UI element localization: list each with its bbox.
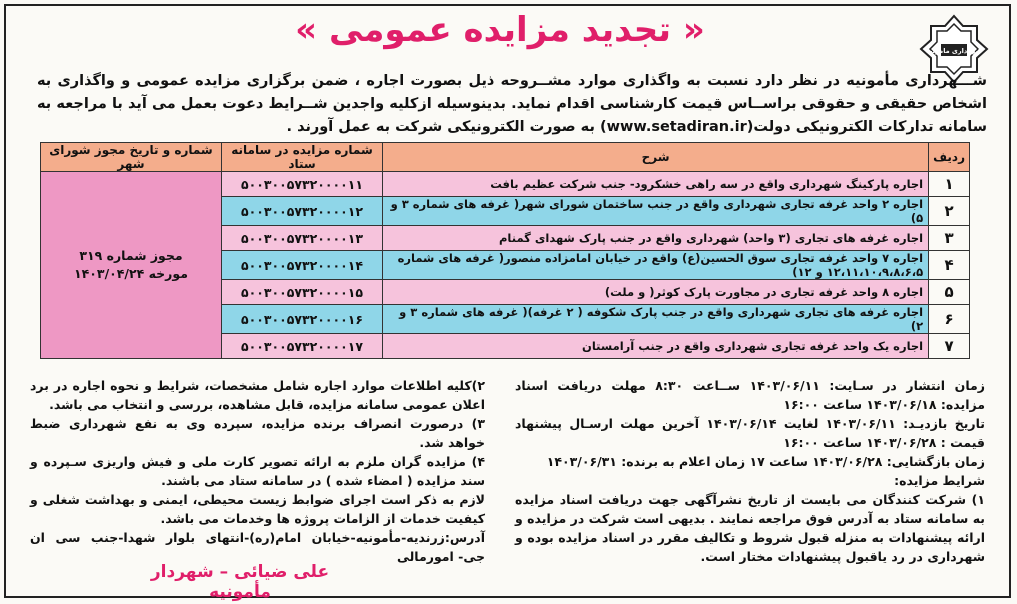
col-header-council: شماره و تاریخ مجوز شورای شهر [41, 143, 222, 172]
intro-paragraph: شـــهرداری مأمونیه در نظر دارد نسبت به واگذاری موارد مشــروحه ذیل بصورت اجاره ، ضمن برگزاری مزایده عمومی و واگذاری به اشخاص حقیقی و حقوقی براســاس قیمت کارشناسی اقدام نماید. بدینوسیله ازکلیه واجدین شــرایط دعوت بعمل می آید با مراجعه به سامانه تدارکات الکترونیکی دولت(www.setadiran.ir) به صورت الکترونیکی شرکت به عمل آورند . [37, 73, 987, 135]
row-description: اجاره یک واحد غرفه تجاری شهرداری واقع در جنب آرامستان [383, 334, 929, 359]
row-number: ۶ [929, 305, 970, 334]
row-description: اجاره ۲ واحد غرفه تجاری شهرداری واقع در جنب ساختمان شورای شهر( غرفه های شماره ۳ و ۵) [383, 197, 929, 226]
conditions-column [30, 376, 485, 566]
row-auction-code: ۵۰۰۳۰۰۵۷۳۲۰۰۰۰۱۷ [222, 334, 383, 359]
council-permit-cell [41, 172, 222, 359]
publish-time: زمان انتشار در سـایت: ۱۴۰۳/۰۶/۱۱ ســاعت ۸:۳۰ مهلت دریافت اسناد مزایده: ۱۴۰۳/۰۶/۱۸ ساعت ۱۶:۰۰ [515, 378, 985, 412]
condition-3: ۳) درصورت انصراف برنده مزایده، سپرده وی به نفع شهرداری ضبط خواهد شد. [30, 416, 485, 450]
council-permit-date: مورخه ۱۴۰۳/۰۴/۲۴ [74, 266, 188, 281]
row-number: ۳ [929, 226, 970, 251]
opening-time: زمان بازگشایی: ۱۴۰۳/۰۶/۲۸ ساعت ۱۷ زمان اعلام به برنده: ۱۴۰۳/۰۶/۳۱ [546, 454, 985, 469]
compliance-note: لازم به ذکر است اجرای ضوابط زیست محیطی، ایمنی و بهداشت شغلی و کیفیت خدمات از الزامات پروژه ها وخدمات می باشد. [30, 492, 485, 526]
row-description: اجاره غرفه های تجاری شهرداری واقع در جنب پارک شکوفه ( ۲ غرفه)( غرفه های شماره ۳ و ۲) [383, 305, 929, 334]
row-number: ۵ [929, 280, 970, 305]
row-auction-code: ۵۰۰۳۰۰۵۷۳۲۰۰۰۰۱۴ [222, 251, 383, 280]
signature: علی ضیائی – شهردار مأمونیه [150, 562, 330, 602]
row-auction-code: ۵۰۰۳۰۰۵۷۳۲۰۰۰۰۱۵ [222, 280, 383, 305]
row-auction-code: ۵۰۰۳۰۰۵۷۳۲۰۰۰۰۱۱ [222, 172, 383, 197]
col-header-code: شماره مزایده در سامانه ستاد [222, 143, 383, 172]
row-number: ۲ [929, 197, 970, 226]
row-auction-code: ۵۰۰۳۰۰۵۷۳۲۰۰۰۰۱۶ [222, 305, 383, 334]
col-header-row: ردیف [929, 143, 970, 172]
address: آدرس:زرندیه-مأمونیه-خیابان امام(ره)-انتهای بلوار شهدا-جنب سی ان جی- امورمالی [30, 530, 485, 564]
schedule-column [515, 376, 985, 566]
condition-4: ۴) مزایده گران ملزم به ارائه تصویر کارت ملی و فیش واریزی سـپرده و سند مزایده ( امضاء شده ) در سامانه ستاد می باشند. [30, 454, 485, 488]
council-permit-number: مجوز شماره ۳۱۹ [79, 248, 183, 263]
col-header-desc: شرح [383, 143, 929, 172]
visit-time: تاریخ بازدیـد: ۱۴۰۳/۰۶/۱۱ لغایت ۱۴۰۳/۰۶/۱۴ آخرین مهلت ارسـال پیشنهاد قیمت : ۱۴۰۳/۰۶/۲۸ ساعت ۱۶:۰۰ [515, 416, 985, 450]
conditions-heading: شرایط مزایده: [894, 473, 985, 488]
condition-2: ۲)کلیه اطلاعات موارد اجاره شامل مشخصات، شرایط و نحوه اجاره در برد اعلان عمومی سامانه مزایده، قابل مشاهده، بررسی و انتخاب می باشد. [30, 378, 485, 412]
table-row [41, 172, 970, 197]
svg-text:شهرداری مامونیه: شهرداری مامونیه [926, 47, 982, 55]
row-description: اجاره پارکینگ شهرداری واقع در سه راهی خشکرود- جنب شرکت عظیم بافت [383, 172, 929, 197]
page-title: « تجدید مزایده عمومی » [295, 10, 705, 50]
row-auction-code: ۵۰۰۳۰۰۵۷۳۲۰۰۰۰۱۲ [222, 197, 383, 226]
row-auction-code: ۵۰۰۳۰۰۵۷۳۲۰۰۰۰۱۳ [222, 226, 383, 251]
row-description: اجاره ۸ واحد غرفه تجاری در مجاورت پارک کوثر( و ملت) [383, 280, 929, 305]
row-number: ۷ [929, 334, 970, 359]
row-description: اجاره ۷ واحد غرفه تجاری سوق الحسین(ع) واقع در خیابان امامزاده منصور( غرفه های شماره ۱۲،۱۱،۱۰،۹،۸،۶،۵ و ۱۲) [383, 251, 929, 280]
auction-table [40, 142, 970, 359]
row-number: ۴ [929, 251, 970, 280]
row-description: اجاره غرفه های تجاری (۳ واحد) شهرداری واقع در جنب پارک شهدای گمنام [383, 226, 929, 251]
condition-1: ۱) شرکت کنندگان می بایست از تاریخ نشرآگهی جهت دریافت اسناد مزایده به سامانه ستاد به آدرس فوق مراجعه نمایند . بدیهی است شرکت در مزایده و ارائه پیشنهادات به منزله قبول شروط و تکالیف مقرر در اسناد مزایده بوده و شهرداری در رد یاقبول پیشنهادات مختار است. [515, 492, 985, 564]
row-number: ۱ [929, 172, 970, 197]
